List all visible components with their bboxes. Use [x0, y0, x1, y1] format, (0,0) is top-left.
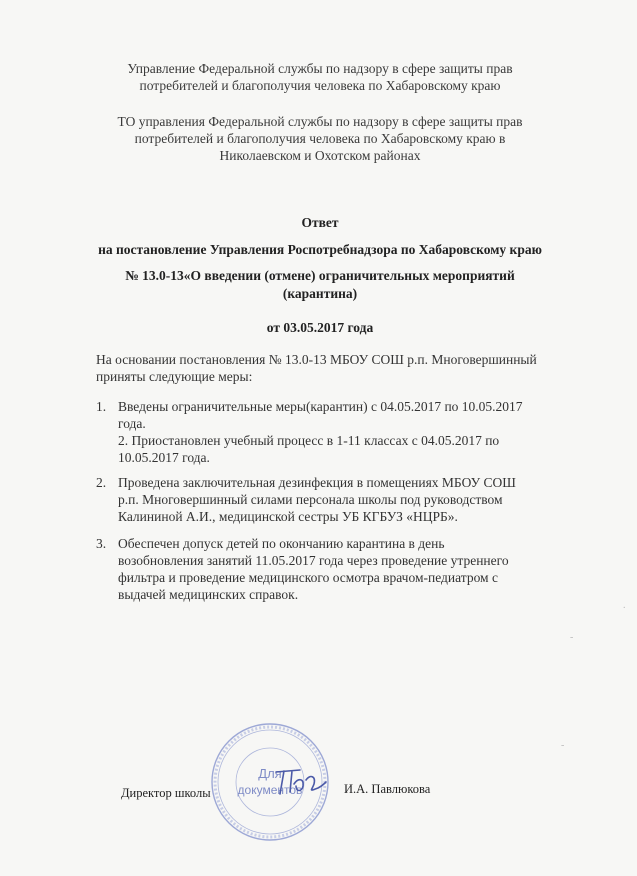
- list-item-line: 10.05.2017 года.: [118, 450, 210, 465]
- list-item-line: Калининой А.И., медицинской сестры УБ КГБУЗ «НЦРБ».: [118, 509, 458, 524]
- doc-title-word: Ответ: [301, 215, 339, 230]
- doc-date: от 03.05.2017 года: [266, 320, 374, 335]
- stamp-text-2: документов: [237, 783, 303, 797]
- scan-mark: -: [561, 740, 565, 751]
- doc-title-line-3: (карантина): [282, 286, 358, 301]
- stamp-text-1: Для: [258, 766, 282, 781]
- list-item: [96, 474, 588, 525]
- list-item-number: 2.: [96, 475, 107, 490]
- list-item-line: Введены ограничительные меры(карантин) с 04.05.2017 по 10.05.2017: [118, 399, 523, 414]
- org-line-1: Управление Федеральной службы по надзору в сфере защиты прав: [127, 61, 513, 76]
- list-item-line: 2. Приостановлен учебный процесс в 1-11 классах с 04.05.2017 по: [118, 433, 500, 448]
- list-item-line: фильтра и проведение медицинского осмотра врачом-педиатром с: [118, 570, 498, 585]
- intro-line-2: приняты следующие меры:: [96, 369, 253, 384]
- to-line-2: потребителей и благополучия человека по Хабаровскому краю в: [134, 131, 506, 146]
- scan-mark: -: [570, 632, 574, 643]
- doc-title-line-2: № 13.0-13«О введении (отмене) ограничительных мероприятий: [125, 268, 515, 283]
- org-line-2: потребителей и благополучия человека по Хабаровскому краю: [139, 78, 501, 93]
- signature-position: Директор школы: [121, 786, 211, 800]
- list-item-line: р.п. Многовершинный силами персонала школы под руководством: [118, 492, 503, 507]
- list-item-line: Обеспечен допуск детей по окончанию карантина в день: [118, 536, 445, 551]
- signature-name: И.А. Павлюкова: [344, 782, 431, 796]
- org-header: [100, 60, 540, 94]
- to-line-1: ТО управления Федеральной службы по надзору в сфере защиты прав: [117, 114, 523, 129]
- list-item-number: 1.: [96, 399, 107, 414]
- doc-title-line-1: на постановление Управления Роспотребнадзора по Хабаровскому краю: [98, 242, 542, 257]
- territorial-office-header: [100, 113, 540, 164]
- to-line-3: Николаевском и Охотском районах: [219, 148, 421, 163]
- intro-line-1: На основании постановления № 13.0-13 МБОУ СОШ р.п. Многовершинный: [96, 352, 537, 367]
- list-item: [96, 398, 588, 466]
- scan-mark: .: [623, 600, 626, 611]
- list-item-line: выдачей медицинских справок.: [118, 587, 299, 602]
- list-item-line: Проведена заключительная дезинфекция в помещениях МБОУ СОШ: [118, 475, 516, 490]
- list-item: [96, 535, 588, 603]
- list-item-number: 3.: [96, 536, 107, 551]
- signature-scribble: [270, 762, 330, 802]
- list-item-line: года.: [118, 416, 146, 431]
- list-item-line: возобновления занятий 11.05.2017 года через проведение утреннего: [118, 553, 509, 568]
- intro-paragraph: [96, 351, 606, 385]
